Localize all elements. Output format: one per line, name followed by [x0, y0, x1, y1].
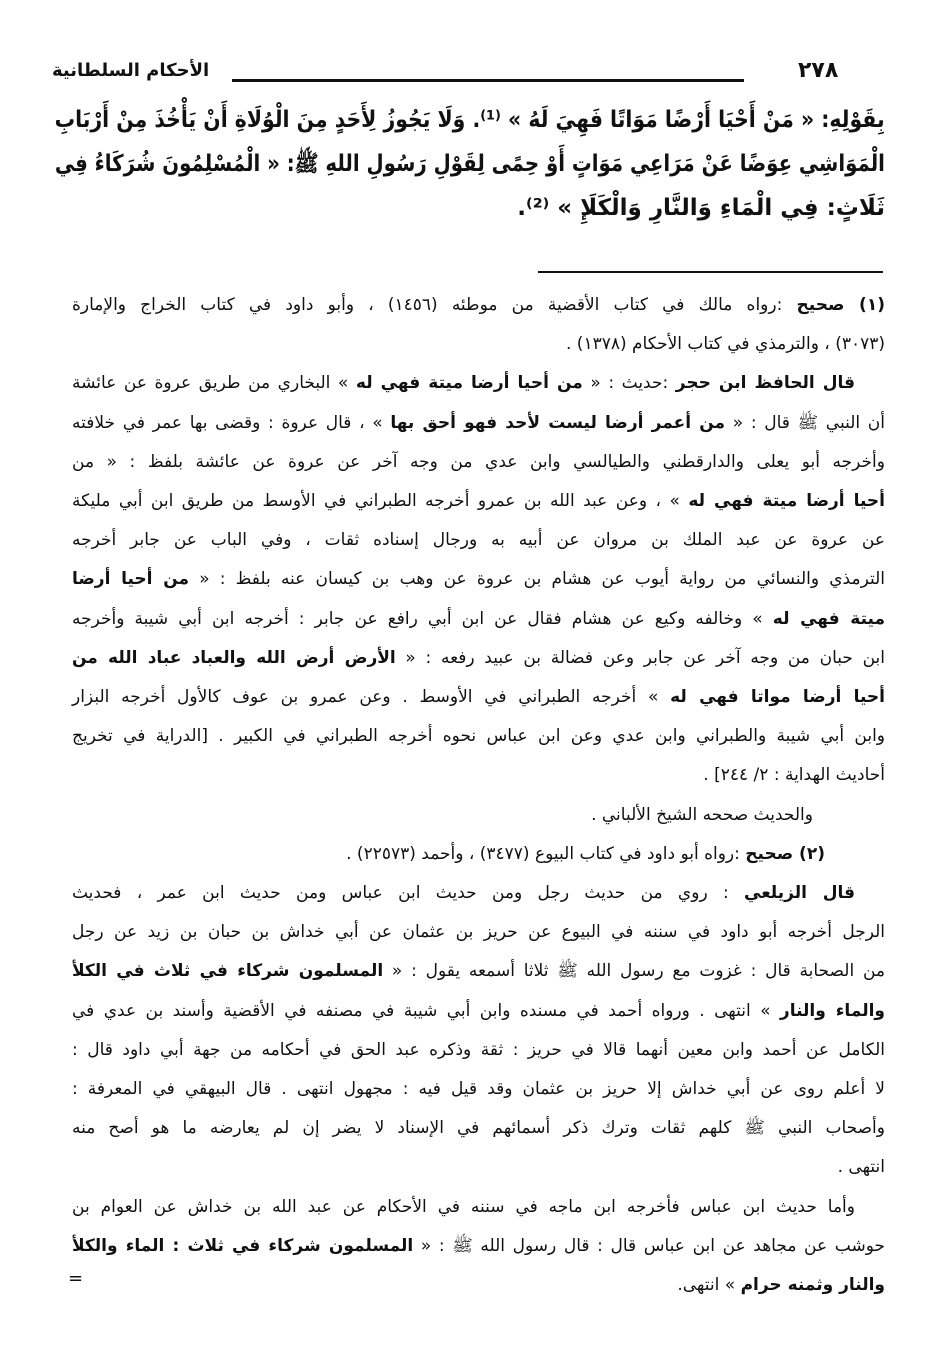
text: (٣٠٧٣) ، والترمذي في كتاب الأحكام (١٣٧٨) .: [565, 334, 885, 355]
bold-text: والماء والنار: [779, 1000, 885, 1021]
text: » انتهى.: [677, 1275, 741, 1295]
footnote-line: [72, 952, 885, 990]
bold-text: قال الحافظ ابن حجر: [675, 373, 855, 394]
page-number: ٢٧٨: [798, 58, 839, 83]
footnote-line: [72, 1148, 885, 1186]
bold-text: قال الزيلعي: [744, 883, 855, 903]
footnote-line: [72, 482, 885, 520]
text: » ، وعن عبد الله بن عمرو أخرجه الطبراني في الأوسط من طريق ابن أبي مليكة: [72, 491, 689, 511]
bold-text: الأرض أرض الله والعباد عباد الله من: [72, 647, 396, 668]
main-text-line: [55, 98, 885, 142]
text: » ، قال عروة : وقضى بها عمر في خلافته: [72, 412, 391, 433]
footnote-line: [72, 913, 885, 951]
footnote-line: [72, 1070, 885, 1108]
bold-text: من أعمر أرضا ليست لأحد فهو أحق بها: [390, 412, 726, 433]
footnote-line: [72, 678, 885, 716]
footnote-line: [72, 1188, 855, 1226]
footnote-line: [72, 835, 825, 873]
text: عن عروة عن عبد الملك بن مروان عن أبيه به ورجال إسناده ثقات ، وفي الباب عن جابر أخرجه: [72, 530, 885, 551]
text: :رواه أبو داود في كتاب البيوع (٣٤٧٧) ، وأحمد (٢٢٥٧٣) .: [346, 843, 746, 864]
bold-text: والنار وثمنه حرام: [740, 1275, 885, 1295]
text: » أخرجه الطبراني في الأوسط . وعن عمرو بن عوف كالأول أخرجه البزار: [72, 687, 671, 707]
text: وأما حديث ابن عباس فأخرجه ابن ماجه في سننه في الأحكام عن عبد الله بن خداش عن العوام بن: [72, 1196, 855, 1217]
footnote-line: [72, 286, 885, 324]
text: والحديث صححه الشيخ الألباني .: [591, 804, 813, 825]
text: :رواه مالك في كتاب الأقضية من موطئه (١٤٥٦) ، وأبو داود في كتاب الخراج والإمارة: [71, 295, 797, 315]
bold-text: الْمَوَاشِي عِوَضًا عَنْ مَرَاعِي مَوَاتٍ أَوْ حِمًى لِقَوْلِ رَسُولِ اللهِ ﷺ: « الْمُسْلِمُونَ شُرَكَاءُ فِي: [55, 151, 885, 177]
footnote-line: [72, 992, 885, 1030]
text: » وخالفه وكيع عن هشام فقال عن ابن أبي رافع عن جابر : أخرجه ابن أبي شيبة وأخرجه: [71, 608, 773, 629]
text: الكامل عن أحمد وابن معين أنهما قالا في حريز : ثقة وذكره عبد الحق في أحكامه من جهة أبي داود قال :: [72, 1039, 885, 1060]
text: وابن أبي شيبة والطبراني وابن عدي وعن ابن عباس نحوه أخرجه الطبراني في الكبير . [الدراية في تخريج: [72, 726, 885, 747]
bold-text: أحيا أرضا مواتا فهي له: [670, 687, 885, 707]
footnote-line: [72, 521, 885, 559]
bold-text: من أحيا أرضا: [72, 569, 190, 590]
bold-text: بِقَوْلِهِ: « مَنْ أَحْيَا أَرْضًا مَوَاتًا فَهِيَ لَهُ » ⁽¹⁾. وَلَا يَجُوزُ لِأَحَدٍ مِنَ الْوُلَاةِ أَنْ يَأْخُذَ مِنْ أَرْبَابِ: [55, 107, 885, 133]
text: » انتهى . ورواه أحمد في مسنده وابن أبي شيبة في مصنفه في الأقضية وأسند بن عدي في: [72, 1000, 780, 1021]
footnote-line: [72, 639, 885, 677]
footnote-line: [72, 404, 885, 442]
footnote-line: [72, 443, 885, 481]
text: » البخاري من طريق عروة عن عائشة: [72, 373, 356, 394]
bold-text: أحيا أرضا ميتة فهي له: [688, 491, 885, 511]
text: الترمذي والنسائي من رواية أيوب عن هشام بن عروة عن وهب بن كيسان عنه بلفظ : «: [189, 569, 885, 590]
footnote-line: [72, 1031, 885, 1069]
text: وأخرجه أبو يعلى والدارقطني والطيالسي وابن عدي من وجه آخر عن عروة عن عائشة بلفظ : « من: [72, 451, 885, 472]
footnote-line: [72, 600, 885, 638]
text: حوشب عن مجاهد عن ابن عباس قال : قال رسول الله ﷺ : «: [413, 1235, 885, 1256]
footnote-line: [72, 560, 885, 598]
footnote-line: [72, 1109, 885, 1147]
text: لا أعلم روى عن أبي خداش إلا حريز بن عثمان وقد قيل فيه : مجهول انتهى . قال البيهقي في المعرفة :: [72, 1079, 885, 1099]
text: أحاديث الهداية : ٢/ ٢٤٤] .: [703, 765, 885, 786]
text: :حديث : «: [582, 373, 676, 394]
continuation-mark: =: [68, 1268, 84, 1289]
footnote-line: [72, 1227, 885, 1265]
main-text-line: [55, 186, 885, 230]
footnote-line: [72, 796, 813, 834]
header-rule: [232, 79, 744, 82]
bold-text: ميتة فهي له: [772, 608, 885, 629]
text: الرجل أخرجه أبو داود في سننه في البيوع عن حريز بن عثمان عن أبي خداش بن حبان بن زيد عن رجل: [72, 922, 885, 943]
bold-text: من أحيا أرضا ميتة فهي له: [355, 373, 583, 394]
text: انتهى .: [837, 1157, 885, 1178]
bold-text: المسلمون شركاء في ثلاث في الكلأ: [72, 961, 384, 982]
bold-text: المسلمون شركاء في ثلاث : الماء والكلأ: [72, 1235, 414, 1256]
footnote-line: [72, 364, 855, 402]
text: وأصحاب النبي ﷺ كلهم ثقات وترك ذكر أسمائهم في الإسناد لا يضر إن لم يعارضه ما هو أصح منه: [72, 1118, 885, 1139]
footnote-separator: [538, 271, 883, 273]
running-title: الأحكام السلطانية: [52, 60, 210, 81]
footnote-line: [72, 717, 885, 755]
footnote-line: [72, 874, 855, 912]
text: أن النبي ﷺ قال : «: [725, 412, 885, 433]
text: من الصحابة قال : غزوت مع رسول الله ﷺ ثلاثا أسمعه يقول : «: [383, 961, 885, 982]
footnote-line: [72, 756, 885, 794]
bold-text: ثَلَاثٍ: فِي الْمَاءِ وَالنَّارِ وَالْكَلَإِ » ⁽²⁾.: [517, 195, 885, 221]
main-text-line: [55, 142, 885, 186]
text: ابن حبان من وجه آخر عن جابر وعن فضالة بن عبيد رفعه : «: [395, 647, 885, 668]
text: : روي من حديث رجل ومن حديث ابن عباس ومن حديث ابن عمر ، فحديث: [71, 883, 744, 903]
footnote-line: [72, 325, 885, 363]
bold-text: (١) صحيح: [796, 295, 885, 315]
bold-text: (٢) صحيح: [745, 843, 825, 864]
footnote-line: [72, 1266, 885, 1304]
